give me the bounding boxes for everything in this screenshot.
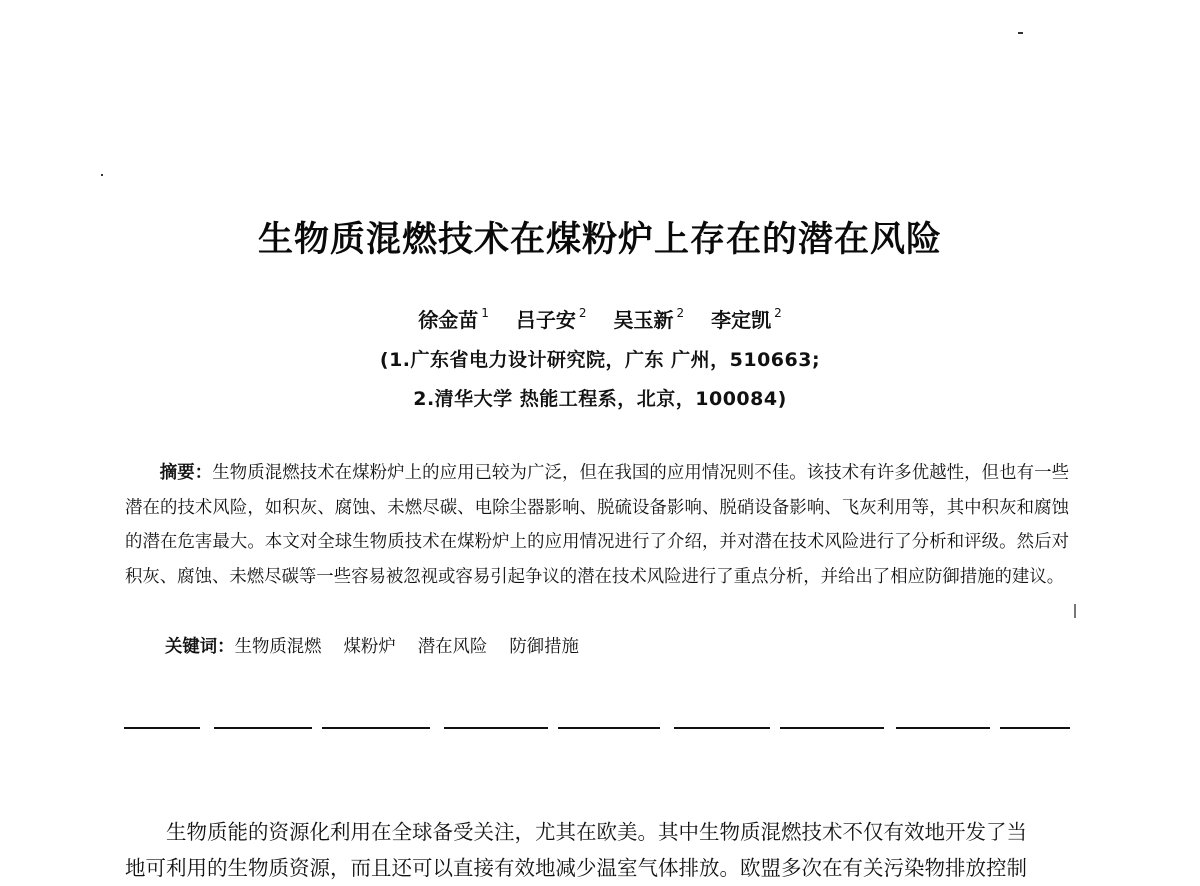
divider-gap	[548, 724, 558, 732]
divider-gap	[312, 724, 322, 732]
divider-gap	[770, 724, 780, 732]
scan-speck	[1018, 32, 1023, 34]
author: 吴玉新 $^2$	[613, 306, 685, 332]
keyword: 生物质混燃	[234, 637, 322, 657]
divider-gap	[884, 724, 896, 732]
keyword: 煤粉炉	[343, 637, 396, 657]
divider-gap	[430, 724, 444, 732]
author: 徐金苗 $^1$	[418, 306, 489, 332]
abstract-label: 摘要：	[159, 463, 213, 483]
author: 李定凯 $^2$	[711, 306, 782, 332]
paper-title: 生物质混燃技术在煤粉炉上存在的潜在风险	[257, 220, 942, 260]
divider-gap	[660, 724, 674, 732]
scan-speck	[101, 174, 103, 176]
affiliation-line: (1.广东省电力设计研究院，广东 广州，510663;	[379, 349, 821, 371]
author: 吕子安 $^2$	[515, 306, 587, 332]
body-line: 地可利用的生物质资源，而且还可以直接有效地减少温室气体排放。欧盟多次在有关污染物排放控制	[125, 856, 1027, 880]
divider-gap	[200, 724, 214, 732]
keywords	[165, 633, 601, 661]
abstract	[125, 456, 1069, 594]
keywords-label: 关键词：	[165, 637, 235, 657]
section-divider	[124, 727, 1070, 729]
body-paragraph	[125, 814, 1069, 886]
scan-speck	[1074, 604, 1076, 618]
body-line: 生物质能的资源化利用在全球备受关注，尤其在欧美。其中生物质混燃技术不仅有效地开发了当	[166, 820, 1027, 844]
keyword: 防御措施	[509, 637, 579, 657]
abstract-text: 生物质混燃技术在煤粉炉上的应用已较为广泛，但在我国的应用情况则不佳。该技术有许多优越性，但也有一些潜在的技术风险，如积灰、腐蚀、未燃尽碳、电除尘器影响、脱硫设备影响、脱硝设备影响、飞灰利用等，其中积灰和腐蚀的潜在危害最大。本文对全球生物质技术在煤粉炉上的应用情况进行了介绍，并对潜在技术风险进行了分析和评级。然后对积灰、腐蚀、未燃尽碳等一些容易被忽视或容易引起争议的潜在技术风险进行了重点分析，并给出了相应防御措施的建议。	[125, 463, 1069, 587]
affiliation-line: 2.清华大学 热能工程系，北京，100084)	[413, 388, 787, 410]
author-list	[0, 304, 1200, 333]
keyword: 潜在风险	[417, 637, 488, 657]
divider-gap	[990, 724, 1000, 732]
